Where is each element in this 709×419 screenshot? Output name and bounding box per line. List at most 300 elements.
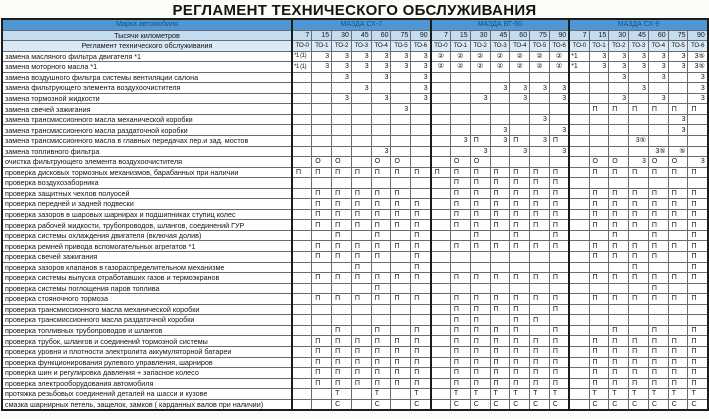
schedule-cell: П — [351, 220, 371, 231]
schedule-cell: ② — [450, 62, 470, 73]
schedule-cell: П — [470, 315, 490, 326]
schedule-cell: П — [371, 230, 391, 241]
schedule-cell — [431, 273, 451, 284]
to-column-header: ТО-2 — [609, 41, 629, 52]
schedule-cell: П — [609, 378, 629, 389]
schedule-cell — [292, 188, 312, 199]
schedule-cell — [530, 325, 550, 336]
schedule-cell: П — [391, 220, 411, 231]
schedule-cell: П — [490, 220, 510, 231]
schedule-cell — [470, 262, 490, 273]
schedule-cell: П — [332, 273, 352, 284]
schedule-cell — [609, 304, 629, 315]
table-row — [2, 283, 708, 294]
schedule-cell: 3 — [609, 72, 629, 83]
schedule-cell: П — [510, 378, 530, 389]
schedule-cell: 3 — [510, 83, 530, 94]
schedule-cell: С — [549, 399, 569, 410]
schedule-cell — [292, 199, 312, 210]
row-label: проверка трансмиссионного масла раздаточной коробки — [2, 315, 292, 326]
row-label: замена воздушного фильтра системы вентиляции салона — [2, 72, 292, 83]
schedule-cell: П — [648, 252, 668, 263]
to-column-header: ТО-6 — [411, 41, 431, 52]
schedule-cell: П — [470, 209, 490, 220]
row-label: проверка стояночного тормоза — [2, 294, 292, 305]
schedule-cell — [490, 230, 510, 241]
schedule-cell: П — [629, 241, 649, 252]
schedule-cell: 3 — [668, 125, 688, 136]
table-row — [2, 83, 708, 94]
schedule-cell: П — [391, 167, 411, 178]
schedule-cell: П — [688, 378, 708, 389]
schedule-cell — [292, 262, 312, 273]
schedule-cell: 3 — [411, 93, 431, 104]
schedule-cell — [431, 346, 451, 357]
schedule-cell: П — [648, 230, 668, 241]
km-column-header: 30 — [609, 30, 629, 41]
schedule-cell — [371, 104, 391, 115]
schedule-cell — [312, 399, 332, 410]
schedule-cell: П — [589, 294, 609, 305]
schedule-cell: П — [391, 378, 411, 389]
schedule-cell: Т — [510, 389, 530, 400]
schedule-cell: П — [648, 241, 668, 252]
schedule-cell: П — [648, 325, 668, 336]
schedule-cell: 3 — [391, 62, 411, 73]
schedule-cell: П — [351, 294, 371, 305]
schedule-cell — [411, 114, 431, 125]
schedule-cell: П — [470, 368, 490, 379]
schedule-cell — [549, 114, 569, 125]
schedule-cell: П — [490, 209, 510, 220]
schedule-cell — [351, 399, 371, 410]
schedule-cell — [292, 83, 312, 94]
schedule-cell — [332, 262, 352, 273]
schedule-cell — [351, 72, 371, 83]
schedule-cell: 3 — [668, 51, 688, 62]
km-column-header: 30 — [470, 30, 490, 41]
schedule-cell — [391, 178, 411, 189]
schedule-cell — [332, 114, 352, 125]
schedule-cell: П — [332, 325, 352, 336]
schedule-cell — [431, 104, 451, 115]
schedule-cell — [648, 83, 668, 94]
schedule-cell: П — [411, 241, 431, 252]
schedule-cell — [431, 157, 451, 168]
schedule-cell: П — [450, 178, 470, 189]
table-row — [2, 51, 708, 62]
schedule-cell — [629, 125, 649, 136]
schedule-cell — [431, 378, 451, 389]
schedule-cell: П — [470, 336, 490, 347]
schedule-cell — [490, 157, 510, 168]
row-label: проверка электрооборудования автомобиля — [2, 378, 292, 389]
schedule-cell: О — [312, 157, 332, 168]
table-row — [2, 178, 708, 189]
schedule-cell: П — [668, 188, 688, 199]
schedule-cell — [371, 136, 391, 147]
table-row — [2, 262, 708, 273]
schedule-cell — [391, 125, 411, 136]
row-label: проверка дисковых тормозных механизмов, барабанных при наличии — [2, 167, 292, 178]
schedule-cell: 3 — [411, 72, 431, 83]
schedule-cell: П — [470, 294, 490, 305]
schedule-cell: П — [510, 209, 530, 220]
schedule-cell — [609, 146, 629, 157]
schedule-cell: П — [609, 199, 629, 210]
schedule-cell — [391, 315, 411, 326]
to-column-header: ТО-5 — [668, 41, 688, 52]
schedule-cell — [391, 252, 411, 263]
schedule-cell: 3 — [609, 51, 629, 62]
schedule-cell: П — [371, 368, 391, 379]
schedule-cell: П — [530, 188, 550, 199]
schedule-cell: П — [351, 188, 371, 199]
schedule-cell: П — [668, 336, 688, 347]
schedule-cell — [351, 325, 371, 336]
schedule-cell — [371, 304, 391, 315]
schedule-cell: П — [668, 273, 688, 284]
schedule-cell: П — [549, 368, 569, 379]
schedule-cell: П — [609, 325, 629, 336]
table-row — [2, 30, 708, 41]
schedule-cell: 3 — [351, 83, 371, 94]
schedule-cell: П — [450, 336, 470, 347]
schedule-cell — [668, 283, 688, 294]
schedule-cell: Т — [411, 389, 431, 400]
schedule-cell: П — [530, 346, 550, 357]
schedule-cell — [450, 125, 470, 136]
schedule-cell — [292, 125, 312, 136]
schedule-cell — [510, 72, 530, 83]
schedule-cell: П — [629, 368, 649, 379]
table-row — [2, 114, 708, 125]
schedule-cell: П — [470, 357, 490, 368]
schedule-cell: П — [609, 294, 629, 305]
row-label: проверка уровня и плотности электролита аккумуляторной батареи — [2, 346, 292, 357]
schedule-cell: П — [629, 336, 649, 347]
schedule-cell: П — [371, 346, 391, 357]
row-label: замена трансмиссионного масла раздаточной коробки — [2, 125, 292, 136]
schedule-cell: П — [510, 167, 530, 178]
km-column-header: 45 — [629, 30, 649, 41]
schedule-cell: П — [629, 262, 649, 273]
table-row — [2, 389, 708, 400]
schedule-cell: П — [312, 368, 332, 379]
schedule-cell: П — [668, 378, 688, 389]
schedule-cell — [450, 146, 470, 157]
schedule-cell — [431, 72, 451, 83]
table-row — [2, 252, 708, 263]
schedule-cell — [510, 157, 530, 168]
schedule-cell — [431, 283, 451, 294]
schedule-cell — [351, 304, 371, 315]
schedule-cell — [292, 378, 312, 389]
table-row — [2, 125, 708, 136]
schedule-cell: *1 — [569, 51, 589, 62]
schedule-cell: 3 — [589, 62, 609, 73]
schedule-cell: П — [371, 273, 391, 284]
schedule-cell: П — [609, 209, 629, 220]
schedule-cell: 3 — [371, 72, 391, 83]
schedule-cell: П — [411, 199, 431, 210]
schedule-cell: П — [470, 230, 490, 241]
schedule-cell — [371, 125, 391, 136]
schedule-cell: Т — [490, 389, 510, 400]
km-column-header: 90 — [549, 30, 569, 41]
schedule-cell — [312, 325, 332, 336]
schedule-cell: 3 — [549, 93, 569, 104]
schedule-cell: П — [312, 357, 332, 368]
schedule-cell: 3⑤ — [688, 51, 708, 62]
row-label: замена свечей зажигания — [2, 104, 292, 115]
schedule-cell: П — [450, 273, 470, 284]
schedule-cell — [332, 136, 352, 147]
schedule-cell: 3 — [371, 62, 391, 73]
schedule-cell — [450, 230, 470, 241]
schedule-cell — [688, 283, 708, 294]
schedule-cell — [510, 125, 530, 136]
schedule-cell — [569, 336, 589, 347]
schedule-cell — [292, 294, 312, 305]
schedule-cell — [688, 125, 708, 136]
schedule-cell: П — [549, 167, 569, 178]
table-row — [2, 157, 708, 168]
schedule-cell — [312, 72, 332, 83]
schedule-cell: П — [351, 346, 371, 357]
schedule-cell: П — [688, 199, 708, 210]
schedule-cell: 3 — [629, 62, 649, 73]
table-row — [2, 399, 708, 410]
schedule-cell — [450, 93, 470, 104]
schedule-cell: П — [668, 241, 688, 252]
schedule-cell — [292, 136, 312, 147]
schedule-cell — [371, 114, 391, 125]
row-label: проверка воздухозаборника — [2, 178, 292, 189]
schedule-cell — [589, 230, 609, 241]
schedule-cell: П — [470, 136, 490, 147]
schedule-cell: П — [490, 167, 510, 178]
schedule-cell — [589, 325, 609, 336]
schedule-cell: 3 — [351, 51, 371, 62]
schedule-cell: О — [391, 157, 411, 168]
schedule-cell: П — [688, 325, 708, 336]
schedule-cell: П — [530, 273, 550, 284]
schedule-cell: П — [629, 167, 649, 178]
schedule-cell — [411, 146, 431, 157]
table-row — [2, 230, 708, 241]
schedule-cell: П — [470, 273, 490, 284]
schedule-cell: П — [312, 346, 332, 357]
schedule-cell — [569, 83, 589, 94]
schedule-cell: П — [332, 294, 352, 305]
schedule-cell: С — [668, 399, 688, 410]
schedule-cell — [391, 262, 411, 273]
schedule-cell — [391, 83, 411, 94]
schedule-cell: ② — [450, 51, 470, 62]
schedule-cell — [569, 125, 589, 136]
schedule-cell: П — [312, 252, 332, 263]
schedule-cell: П — [411, 209, 431, 220]
schedule-cell: П — [450, 220, 470, 231]
schedule-cell — [569, 294, 589, 305]
schedule-cell: П — [371, 378, 391, 389]
km-column-header: 90 — [688, 30, 708, 41]
table-row — [2, 368, 708, 379]
schedule-cell: С — [470, 399, 490, 410]
schedule-cell — [490, 262, 510, 273]
table-row — [2, 72, 708, 83]
schedule-cell: П — [470, 199, 490, 210]
schedule-cell — [549, 262, 569, 273]
schedule-cell — [688, 146, 708, 157]
schedule-cell: П — [470, 220, 490, 231]
schedule-cell — [530, 146, 550, 157]
schedule-cell — [569, 167, 589, 178]
schedule-cell: 3 — [688, 93, 708, 104]
schedule-cell: П — [549, 294, 569, 305]
schedule-cell: ② — [530, 62, 550, 73]
schedule-cell — [629, 93, 649, 104]
schedule-cell — [569, 146, 589, 157]
schedule-cell: С — [450, 399, 470, 410]
to-column-header: ТО-4 — [510, 41, 530, 52]
schedule-cell — [668, 136, 688, 147]
schedule-cell: П — [450, 315, 470, 326]
schedule-cell: Т — [589, 389, 609, 400]
schedule-cell — [629, 178, 649, 189]
schedule-cell: П — [391, 357, 411, 368]
table-row — [2, 93, 708, 104]
schedule-cell: П — [490, 199, 510, 210]
schedule-cell — [648, 178, 668, 189]
schedule-cell: Т — [648, 389, 668, 400]
km-column-header: 15 — [450, 30, 470, 41]
schedule-cell: П — [648, 368, 668, 379]
schedule-cell — [332, 304, 352, 315]
schedule-cell: П — [490, 378, 510, 389]
schedule-cell — [371, 315, 391, 326]
schedule-cell — [292, 399, 312, 410]
schedule-cell: П — [648, 188, 668, 199]
schedule-cell: П — [530, 294, 550, 305]
schedule-cell — [351, 315, 371, 326]
schedule-cell: П — [648, 167, 668, 178]
schedule-cell: 3 — [470, 146, 490, 157]
schedule-cell — [391, 136, 411, 147]
schedule-cell — [312, 315, 332, 326]
schedule-cell — [411, 178, 431, 189]
schedule-cell: П — [589, 199, 609, 210]
schedule-cell: 3 — [391, 104, 411, 115]
schedule-cell: П — [371, 325, 391, 336]
schedule-cell — [569, 357, 589, 368]
schedule-cell — [609, 283, 629, 294]
schedule-cell: П — [450, 188, 470, 199]
schedule-cell: П — [470, 304, 490, 315]
schedule-cell: П — [510, 346, 530, 357]
schedule-cell — [629, 230, 649, 241]
schedule-cell — [431, 125, 451, 136]
schedule-cell: П — [629, 346, 649, 357]
schedule-cell — [450, 104, 470, 115]
schedule-cell — [530, 157, 550, 168]
schedule-cell: П — [450, 304, 470, 315]
schedule-cell — [391, 283, 411, 294]
schedule-cell: 3 — [490, 125, 510, 136]
schedule-cell — [292, 178, 312, 189]
schedule-cell — [411, 157, 431, 168]
schedule-cell — [391, 114, 411, 125]
schedule-cell: П — [589, 220, 609, 231]
schedule-cell: С — [510, 399, 530, 410]
schedule-cell: П — [609, 104, 629, 115]
model-header: МАЗДА ВТ-50 — [431, 19, 570, 30]
schedule-cell: П — [589, 104, 609, 115]
schedule-cell: П — [609, 273, 629, 284]
schedule-cell — [411, 188, 431, 199]
schedule-cell: П — [629, 378, 649, 389]
schedule-cell: П — [668, 199, 688, 210]
schedule-cell — [391, 389, 411, 400]
schedule-cell — [312, 146, 332, 157]
schedule-cell: П — [510, 136, 530, 147]
schedule-cell: П — [688, 241, 708, 252]
schedule-cell — [688, 304, 708, 315]
schedule-cell — [609, 125, 629, 136]
schedule-cell: П — [668, 346, 688, 357]
schedule-cell — [668, 315, 688, 326]
schedule-cell — [470, 104, 490, 115]
schedule-cell: 3 — [629, 157, 649, 168]
schedule-cell — [569, 157, 589, 168]
schedule-cell — [292, 93, 312, 104]
row-label: замена трансмиссионного масла механической коробки — [2, 114, 292, 125]
schedule-cell: П — [688, 104, 708, 115]
schedule-cell: П — [648, 283, 668, 294]
schedule-cell: П — [648, 336, 668, 347]
schedule-cell — [648, 262, 668, 273]
schedule-cell: 3 — [530, 83, 550, 94]
schedule-cell — [490, 72, 510, 83]
schedule-cell — [391, 72, 411, 83]
schedule-cell — [312, 136, 332, 147]
schedule-cell: П — [490, 357, 510, 368]
schedule-cell: П — [312, 188, 332, 199]
schedule-cell: П — [510, 273, 530, 284]
schedule-cell: П — [549, 241, 569, 252]
schedule-cell: С — [629, 399, 649, 410]
schedule-cell: О — [470, 157, 490, 168]
schedule-cell: Т — [549, 389, 569, 400]
schedule-cell — [351, 136, 371, 147]
schedule-cell — [648, 125, 668, 136]
schedule-cell: 3⑤ — [688, 62, 708, 73]
schedule-cell: П — [589, 346, 609, 357]
schedule-cell — [688, 136, 708, 147]
maintenance-schedule-table — [1, 18, 709, 411]
row-label: проверка защитных чехлов полуосей — [2, 188, 292, 199]
schedule-cell: П — [391, 199, 411, 210]
to-column-header: ТО-5 — [530, 41, 550, 52]
schedule-cell — [450, 83, 470, 94]
schedule-cell: 3 — [371, 51, 391, 62]
km-column-header: 75 — [391, 30, 411, 41]
schedule-cell: П — [629, 252, 649, 263]
schedule-cell — [292, 241, 312, 252]
schedule-cell — [431, 188, 451, 199]
schedule-cell: П — [351, 209, 371, 220]
